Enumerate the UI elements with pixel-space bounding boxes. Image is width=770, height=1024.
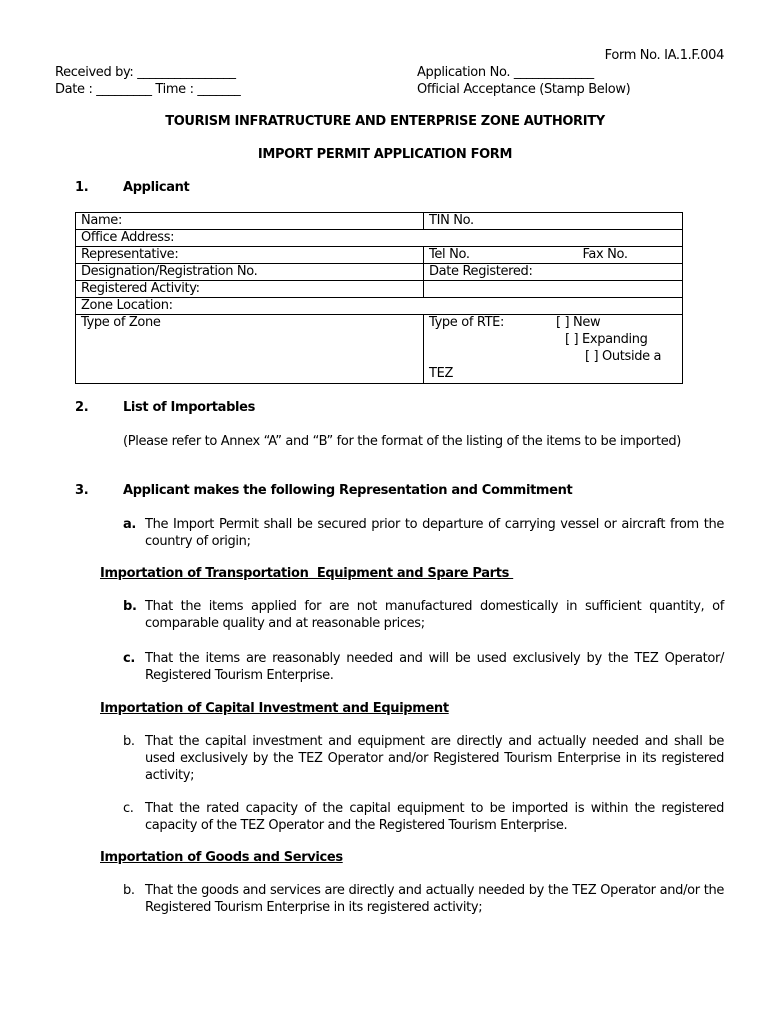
- representative-cell: Representative:: [76, 247, 424, 264]
- official-acceptance-label: Official Acceptance (Stamp Below): [417, 82, 631, 97]
- item-text: The Import Permit shall be secured prior to departure of carrying vessel or aircraft from the country of origin;: [145, 517, 724, 549]
- item-label: c.: [123, 801, 134, 816]
- registered-activity-cell: Registered Activity:: [76, 281, 424, 298]
- designation-cell: Designation/Registration No.: [76, 264, 424, 281]
- authority-title: TOURISM INFRATRUCTURE AND ENTERPRISE ZONE AUTHORITY: [165, 114, 605, 129]
- section-1-heading: Applicant: [123, 180, 190, 195]
- name-cell: Name:: [76, 213, 424, 230]
- section-2-note: (Please refer to Annex “A” and “B” for the format of the listing of the items to be imported): [123, 434, 681, 449]
- tel-label: Tel No.: [429, 247, 470, 262]
- form-title: IMPORT PERMIT APPLICATION FORM: [257, 147, 513, 162]
- type-of-rte-label: Type of RTE:: [429, 315, 505, 330]
- section-2-heading: List of Importables: [123, 400, 256, 415]
- item-label: b.: [123, 599, 137, 614]
- zone-location-cell: Zone Location:: [76, 298, 683, 315]
- empty-cell: [424, 281, 683, 298]
- item-text: That the items applied for are not manufactured domestically in sufficient quantity, of comparable quality and at reasonable prices;: [145, 599, 724, 631]
- type-of-rte-cell: [424, 315, 683, 384]
- application-no-field: Application No. _____________: [417, 65, 594, 80]
- list-item: [123, 882, 724, 916]
- form-number: Form No. IA.1.F.004: [604, 48, 724, 63]
- transport-heading: Importation of Transportation Equipment and Spare Parts: [100, 566, 514, 581]
- rte-option-outside-cont: TEZ: [429, 366, 454, 381]
- item-text: That the rated capacity of the capital equipment to be imported is within the registered capacity of the TEZ Operator and the Registered Tourism Enterprise.: [145, 801, 724, 833]
- item-label: b.: [123, 883, 135, 898]
- item-text: That the goods and services are directly and actually needed by the TEZ Operator and/or the Registered Tourism Enterprise in its registered activity;: [145, 883, 724, 915]
- list-item: [123, 733, 724, 784]
- type-of-zone-cell: Type of Zone: [76, 315, 424, 384]
- received-by-field: Received by: ________________: [55, 65, 236, 80]
- capital-heading: Importation of Capital Investment and Equipment: [100, 701, 449, 716]
- section-3-number: 3.: [75, 483, 89, 498]
- section-1-number: 1.: [75, 180, 89, 195]
- rte-option-outside[interactable]: [ ] Outside a: [585, 349, 662, 364]
- tin-cell: TIN No.: [424, 213, 683, 230]
- section-3-heading: Applicant makes the following Representation and Commitment: [123, 483, 573, 498]
- item-text: That the capital investment and equipment are directly and actually needed and shall be used exclusively by the TEZ Operator and/or Registered Tourism Enterprise in its registered activity;: [145, 734, 724, 783]
- fax-label: Fax No.: [582, 247, 628, 262]
- date-time-field: Date : _________ Time : _______: [55, 82, 241, 97]
- item-label: a.: [123, 517, 137, 532]
- list-item: [123, 516, 724, 550]
- rte-option-expanding[interactable]: [ ] Expanding: [565, 332, 648, 347]
- item-text: That the items are reasonably needed and will be used exclusively by the TEZ Operator/ Registered Tourism Enterprise.: [145, 651, 724, 683]
- rte-option-new[interactable]: [ ] New: [556, 315, 601, 330]
- item-label: b.: [123, 734, 135, 749]
- goods-heading: Importation of Goods and Services: [100, 850, 343, 865]
- applicant-table: [75, 212, 683, 384]
- office-address-cell: Office Address:: [76, 230, 683, 247]
- list-item: [123, 650, 724, 684]
- date-registered-cell: Date Registered:: [424, 264, 683, 281]
- tel-fax-cell: [424, 247, 683, 264]
- section-2-number: 2.: [75, 400, 89, 415]
- list-item: [123, 800, 724, 834]
- item-label: c.: [123, 651, 135, 666]
- list-item: [123, 598, 724, 632]
